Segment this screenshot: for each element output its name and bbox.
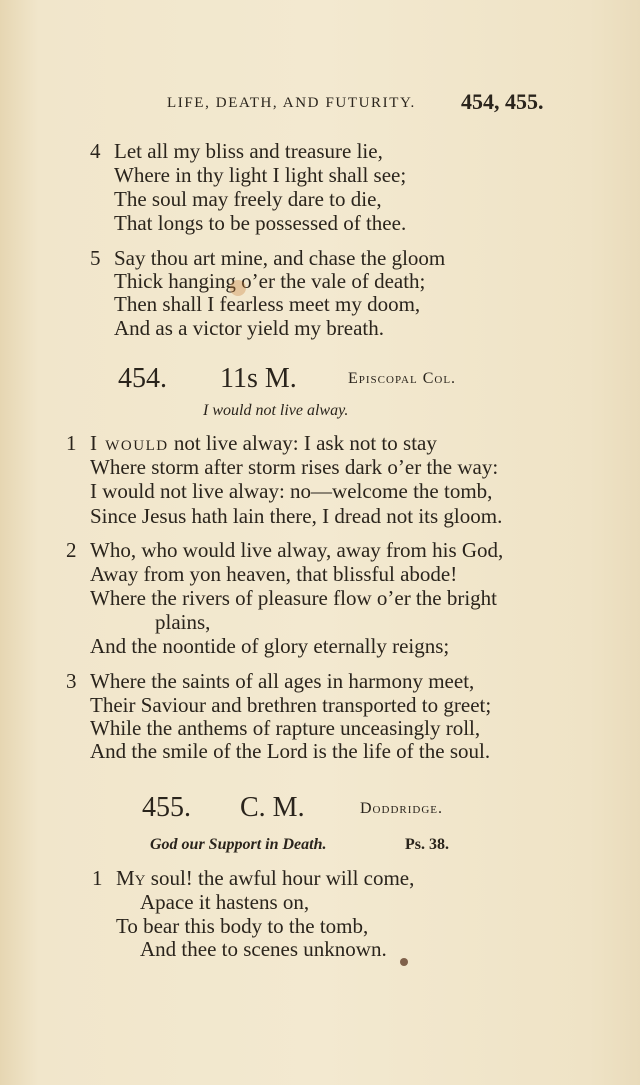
- verse-line: The soul may freely dare to die,: [114, 187, 382, 211]
- hymn-meter: 11s M.: [220, 363, 297, 394]
- running-head-title: LIFE, DEATH, AND FUTURITY.: [167, 95, 416, 111]
- hymn-author: Doddridge.: [360, 800, 443, 817]
- verse-line: Where storm after storm rises dark o’er the way:: [90, 455, 499, 479]
- verse-line-rest: not live alway: I ask not to stay: [173, 431, 437, 455]
- verse-line: Apace it hastens on,: [140, 890, 310, 914]
- first-words: I would: [90, 431, 169, 455]
- stanza-number: 1: [66, 431, 77, 455]
- verse-line: Where in thy light I light shall see;: [114, 163, 407, 187]
- verse-line: And the noontide of glory eternally reigns;: [90, 634, 450, 658]
- stanza-number: 5: [90, 246, 101, 270]
- verse-line: plains,: [155, 610, 211, 634]
- verse-line: And as a victor yield my breath.: [114, 316, 385, 340]
- verse-line: I would not live alway: no—welcome the tomb,: [90, 479, 493, 503]
- page-numbers: 454, 455.: [461, 89, 544, 114]
- hymn-title: God our Support in Death.: [150, 836, 327, 853]
- hymn-meter: C. M.: [240, 792, 305, 823]
- first-words: My: [116, 866, 146, 890]
- hymn-number: 455.: [142, 792, 191, 823]
- ink-spot: [400, 958, 408, 966]
- hymn-number: 454.: [118, 363, 167, 394]
- verse-line: Who, who would live alway, away from his God,: [90, 538, 504, 562]
- verse-line: Since Jesus hath lain there, I dread not its gloom.: [90, 504, 503, 528]
- verse-line: And the smile of the Lord is the life of the soul.: [90, 739, 491, 763]
- verse-line: Away from yon heaven, that blissful abode!: [90, 562, 458, 586]
- verse-line: While the anthems of rapture unceasingly roll,: [90, 716, 481, 740]
- stanza-number: 1: [92, 866, 103, 890]
- verse-line: Then shall I fearless meet my doom,: [114, 292, 421, 316]
- verse-line: Where the saints of all ages in harmony meet,: [90, 669, 475, 693]
- verse-line: Where the rivers of pleasure flow o’er the bright: [90, 586, 497, 610]
- stanza-number: 2: [66, 538, 77, 562]
- verse-line: Their Saviour and brethren transported to greet;: [90, 693, 492, 717]
- hymn-title: I would not live alway.: [203, 402, 349, 419]
- verse-line: Say thou art mine, and chase the gloom: [114, 246, 446, 270]
- verse-line: To bear this body to the tomb,: [116, 914, 369, 938]
- verse-line: That longs to be possessed of thee.: [114, 211, 407, 235]
- stanza-number: 4: [90, 139, 101, 163]
- scripture-reference: Ps. 38.: [405, 836, 449, 853]
- verse-line: [116, 865, 414, 891]
- stanza-number: 3: [66, 669, 77, 693]
- verse-line: Thick hanging o’er the vale of death;: [114, 269, 426, 293]
- verse-line: And thee to scenes unknown.: [140, 937, 387, 961]
- verse-line: Let all my bliss and treasure lie,: [114, 139, 383, 163]
- verse-line: [90, 430, 437, 456]
- hymn-author: Episcopal Col.: [348, 370, 457, 387]
- verse-line-rest: soul! the awful hour will come,: [150, 866, 415, 890]
- foxing-stain: [230, 280, 246, 296]
